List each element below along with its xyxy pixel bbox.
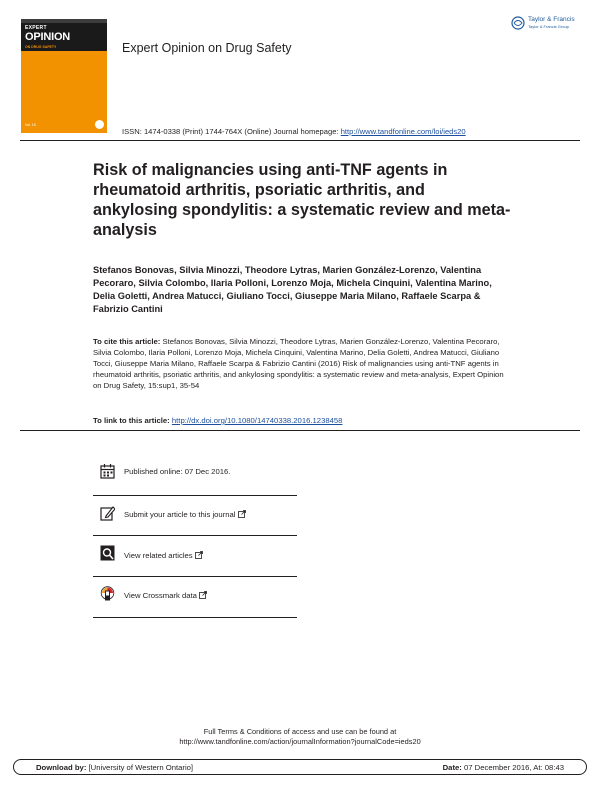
journal-cover (21, 19, 107, 133)
cover-subtitle: ON DRUG SAFETY (25, 45, 57, 49)
external-link-icon (238, 510, 246, 518)
crossmark-icon (100, 586, 115, 602)
doi-link[interactable]: http://dx.doi.org/10.1080/14740338.2016.1238458 (171, 416, 343, 425)
external-link-icon (199, 591, 207, 599)
journal-homepage-link[interactable]: http://www.tandfonline.com/loi/ieds20 (340, 127, 466, 136)
article-title: Risk of malignancies using anti-TNF agents in rheumatoid arthritis, psoriatic arthritis, and ankylosing spondylitis: a systematic review and meta-analysis (93, 161, 511, 239)
edit-icon (100, 505, 115, 521)
terms-footer (0, 727, 600, 747)
submit-article-label: Submit your article to this journal (124, 510, 236, 519)
downloaded-by-value: [University of Western Ontario] (86, 763, 194, 772)
cover-brand: OPINION (25, 31, 71, 43)
external-link-icon (195, 551, 203, 559)
citation-text: Stefanos Bonovas, Silvia Minozzi, Theodore Lytras, Marien González-Lorenzo, Valentina Pecoraro, Silvia Colombo, Ilaria Polloni, Lorenzo Moja, Michela Cinquini, Valentina Marino, Delia Goletti, Andrea Matucci, Giuliano Tocci, Giuseppe Maria Milano, Raffaele Scarpa & Fabrizio Cantini (2016) Risk of malignancies using anti-TNF agents in rheumatoid arthritis, psoriatic arthritis, and ankylosing spondylitis: a systematic review and meta-analysis, Expert Opinion on Drug Safety, 15:sup1, 35-54 (93, 337, 504, 390)
published-online: Published online: 07 Dec 2016. (124, 467, 231, 476)
header-divider (20, 140, 580, 141)
download-info-bar (13, 759, 587, 775)
cover-volume: Vol. 15 (25, 123, 36, 127)
issn-text: ISSN: 1474-0338 (Print) 1744-764X (Online) Journal homepage: (122, 127, 339, 136)
crossmark-link[interactable] (124, 591, 207, 600)
publisher-name: Taylor & Francis (528, 16, 575, 23)
download-date-label: Date: (442, 763, 462, 772)
issn-line (122, 127, 466, 136)
calendar-icon (100, 463, 115, 479)
publisher-logo[interactable] (511, 16, 583, 34)
row-divider (93, 576, 297, 577)
related-articles-icon (100, 545, 115, 561)
cover-publisher-logo-icon (95, 120, 104, 129)
cover-series-label: EXPERT (25, 25, 47, 31)
cover-top-strip (21, 19, 107, 23)
row-divider (93, 617, 297, 618)
article-link-label: To link to this article: (93, 416, 170, 425)
journal-title: Expert Opinion on Drug Safety (122, 41, 292, 55)
submit-article-link[interactable] (124, 510, 246, 519)
terms-text: Full Terms & Conditions of access and use can be found at (203, 727, 397, 736)
terms-url[interactable]: http://www.tandfonline.com/action/journalInformation?journalCode=ieds20 (179, 737, 421, 746)
row-divider (93, 535, 297, 536)
downloaded-by (36, 763, 193, 772)
related-articles-label: View related articles (124, 551, 193, 560)
publisher-group: Taylor & Francis Group (528, 24, 569, 29)
citation-block (93, 337, 505, 392)
article-authors: Stefanos Bonovas, Silvia Minozzi, Theodore Lytras, Marien González-Lorenzo, Valentina Pecoraro, Silvia Colombo, Ilaria Polloni, Lorenzo Moja, Michela Cinquini, Valentina Marino, Delia Goletti, Andrea Matucci, Giuliano Tocci, Giuseppe Maria Milano, Raffaele Scarpa & Fabrizio Cantini (93, 265, 492, 314)
download-date-value: 07 December 2016, At: 08:43 (461, 763, 564, 772)
citation-label: To cite this article: (93, 337, 161, 346)
row-divider (93, 495, 297, 496)
related-articles-link[interactable] (124, 551, 203, 560)
article-link-line (93, 416, 342, 425)
publisher-globe-icon (511, 16, 525, 30)
download-date (443, 763, 564, 772)
crossmark-label: View Crossmark data (124, 591, 197, 600)
citation-divider (20, 430, 580, 431)
downloaded-by-label: Download by: (36, 763, 87, 772)
